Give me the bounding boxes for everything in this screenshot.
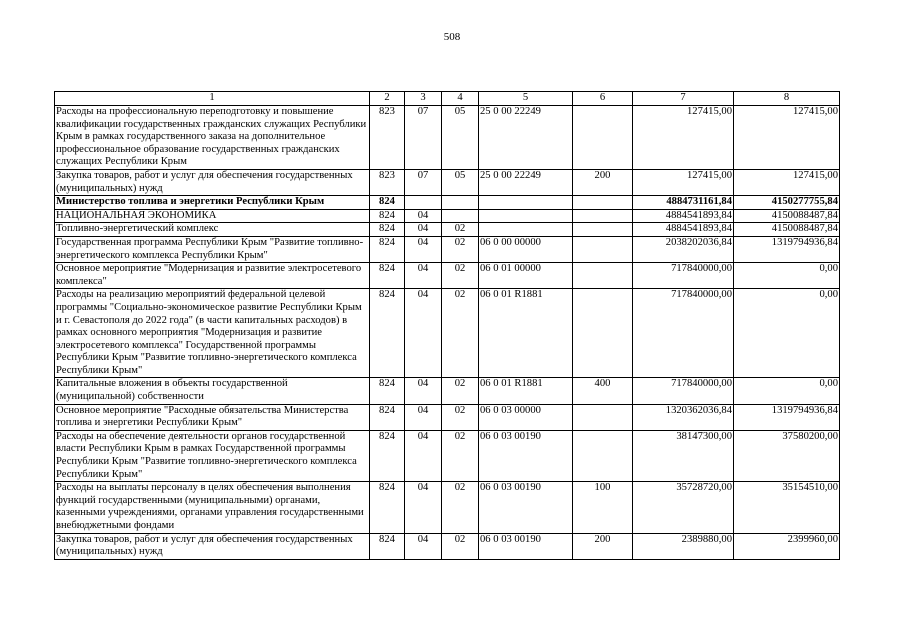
subsection-code-cell <box>442 209 479 223</box>
expense-type-cell <box>573 196 633 210</box>
table-row <box>55 430 840 481</box>
expense-type-cell <box>573 430 633 481</box>
target-code-cell: 06 0 03 00190 <box>479 482 573 533</box>
target-code-cell: 06 0 03 00190 <box>479 430 573 481</box>
row-name-cell: Расходы на обеспечение деятельности органов государственной власти Республики Крым в рамках Государственной программы Республики Крым "Развитие топливно-энергетического комплекса Республики Крым" <box>55 430 370 481</box>
ministry-code-cell: 824 <box>370 533 405 559</box>
row-name-cell: Расходы на выплаты персоналу в целях обеспечения выполнения функций государственными (муниципальными) органами, казенными учреждениями, органами управления государственными внебюджетными фондами <box>55 482 370 533</box>
table-row <box>55 196 840 210</box>
subsection-code-cell: 05 <box>442 169 479 195</box>
target-code-cell: 06 0 01 R1881 <box>479 289 573 378</box>
ministry-code-cell: 824 <box>370 404 405 430</box>
table-row <box>55 223 840 237</box>
subsection-code-cell: 02 <box>442 430 479 481</box>
amount-col8-cell: 0,00 <box>734 289 840 378</box>
expense-type-cell <box>573 289 633 378</box>
amount-col7-cell: 127415,00 <box>633 106 734 170</box>
section-code-cell: 04 <box>405 263 442 289</box>
table-row <box>55 378 840 404</box>
expense-type-cell: 200 <box>573 169 633 195</box>
header-cell: 4 <box>442 92 479 106</box>
target-code-cell: 06 0 03 00190 <box>479 533 573 559</box>
ministry-code-cell: 824 <box>370 263 405 289</box>
target-code-cell <box>479 209 573 223</box>
amount-col7-cell: 38147300,00 <box>633 430 734 481</box>
budget-table <box>54 91 840 560</box>
ministry-code-cell: 824 <box>370 223 405 237</box>
amount-col7-cell: 4884731161,84 <box>633 196 734 210</box>
expense-type-cell: 400 <box>573 378 633 404</box>
table-body <box>55 92 840 560</box>
header-cell: 1 <box>55 92 370 106</box>
section-code-cell: 04 <box>405 533 442 559</box>
target-code-cell: 25 0 00 22249 <box>479 106 573 170</box>
amount-col7-cell: 127415,00 <box>633 169 734 195</box>
header-cell: 6 <box>573 92 633 106</box>
ministry-code-cell: 824 <box>370 430 405 481</box>
table-row <box>55 289 840 378</box>
header-cell: 5 <box>479 92 573 106</box>
target-code-cell: 06 0 01 R1881 <box>479 378 573 404</box>
target-code-cell <box>479 196 573 210</box>
amount-col7-cell: 35728720,00 <box>633 482 734 533</box>
target-code-cell: 06 0 00 00000 <box>479 236 573 262</box>
table-row <box>55 263 840 289</box>
header-cell: 7 <box>633 92 734 106</box>
page-number: 508 <box>443 31 461 43</box>
amount-col8-cell: 2399960,00 <box>734 533 840 559</box>
expense-type-cell <box>573 223 633 237</box>
ministry-code-cell: 824 <box>370 236 405 262</box>
row-name-cell: Государственная программа Республики Крым "Развитие топливно-энергетического комплекса Республики Крым" <box>55 236 370 262</box>
amount-col8-cell: 1319794936,84 <box>734 236 840 262</box>
subsection-code-cell <box>442 196 479 210</box>
ministry-code-cell: 824 <box>370 289 405 378</box>
header-cell: 8 <box>734 92 840 106</box>
row-name-cell: Капитальные вложения в объекты государственной (муниципальной) собственности <box>55 378 370 404</box>
subsection-code-cell: 02 <box>442 236 479 262</box>
header-row <box>55 92 840 106</box>
section-code-cell <box>405 196 442 210</box>
ministry-code-cell: 824 <box>370 209 405 223</box>
ministry-code-cell: 824 <box>370 482 405 533</box>
amount-col8-cell: 0,00 <box>734 263 840 289</box>
section-code-cell: 04 <box>405 482 442 533</box>
row-name-cell: Топливно-энергетический комплекс <box>55 223 370 237</box>
expense-type-cell <box>573 404 633 430</box>
target-code-cell: 06 0 03 00000 <box>479 404 573 430</box>
amount-col7-cell: 717840000,00 <box>633 263 734 289</box>
expense-type-cell <box>573 263 633 289</box>
subsection-code-cell: 02 <box>442 482 479 533</box>
expense-type-cell <box>573 106 633 170</box>
row-name-cell: Основное мероприятие "Модернизация и развитие электросетевого комплекса" <box>55 263 370 289</box>
amount-col8-cell: 4150277755,84 <box>734 196 840 210</box>
row-name-cell: НАЦИОНАЛЬНАЯ ЭКОНОМИКА <box>55 209 370 223</box>
subsection-code-cell: 05 <box>442 106 479 170</box>
table-row <box>55 236 840 262</box>
table-row <box>55 106 840 170</box>
header-cell: 2 <box>370 92 405 106</box>
subsection-code-cell: 02 <box>442 378 479 404</box>
amount-col8-cell: 0,00 <box>734 378 840 404</box>
amount-col8-cell: 4150088487,84 <box>734 209 840 223</box>
table-row <box>55 169 840 195</box>
ministry-code-cell: 823 <box>370 106 405 170</box>
row-name-cell: Расходы на профессиональную переподготовку и повышение квалификации государственных гражданских служащих Республики Крым в рамках государственного заказа на дополнительное профессиональное образование государственных гражданских служащих Республики Крым <box>55 106 370 170</box>
amount-col7-cell: 717840000,00 <box>633 289 734 378</box>
section-code-cell: 04 <box>405 209 442 223</box>
amount-col7-cell: 1320362036,84 <box>633 404 734 430</box>
subsection-code-cell: 02 <box>442 533 479 559</box>
row-name-cell: Основное мероприятие "Расходные обязательства Министерства топлива и энергетики Республики Крым" <box>55 404 370 430</box>
table-row <box>55 533 840 559</box>
amount-col7-cell: 4884541893,84 <box>633 209 734 223</box>
section-code-cell: 04 <box>405 223 442 237</box>
amount-col8-cell: 127415,00 <box>734 106 840 170</box>
amount-col8-cell: 1319794936,84 <box>734 404 840 430</box>
subsection-code-cell: 02 <box>442 263 479 289</box>
section-code-cell: 04 <box>405 289 442 378</box>
row-name-cell: Министерство топлива и энергетики Республики Крым <box>55 196 370 210</box>
section-code-cell: 07 <box>405 169 442 195</box>
ministry-code-cell: 824 <box>370 196 405 210</box>
subsection-code-cell: 02 <box>442 223 479 237</box>
expense-type-cell: 200 <box>573 533 633 559</box>
amount-col8-cell: 4150088487,84 <box>734 223 840 237</box>
table-row <box>55 209 840 223</box>
expense-type-cell <box>573 209 633 223</box>
target-code-cell <box>479 223 573 237</box>
expense-type-cell <box>573 236 633 262</box>
amount-col7-cell: 2389880,00 <box>633 533 734 559</box>
row-name-cell: Закупка товаров, работ и услуг для обеспечения государственных (муниципальных) нужд <box>55 533 370 559</box>
section-code-cell: 04 <box>405 404 442 430</box>
section-code-cell: 04 <box>405 236 442 262</box>
ministry-code-cell: 824 <box>370 378 405 404</box>
subsection-code-cell: 02 <box>442 404 479 430</box>
section-code-cell: 04 <box>405 378 442 404</box>
row-name-cell: Закупка товаров, работ и услуг для обеспечения государственных (муниципальных) нужд <box>55 169 370 195</box>
amount-col7-cell: 2038202036,84 <box>633 236 734 262</box>
table-row <box>55 404 840 430</box>
row-name-cell: Расходы на реализацию мероприятий федеральной целевой программы "Социально-экономическое развитие Республики Крым и г. Севастополя до 2022 года" (в части капитальных расходов) в рамках основного мероприятия "Модернизация и развитие электросетевого комплекса" Государственной программы Республики Крым "Развитие топливно-энергетического комплекса Республики Крым" <box>55 289 370 378</box>
target-code-cell: 25 0 00 22249 <box>479 169 573 195</box>
amount-col7-cell: 4884541893,84 <box>633 223 734 237</box>
amount-col8-cell: 127415,00 <box>734 169 840 195</box>
section-code-cell: 04 <box>405 430 442 481</box>
amount-col8-cell: 37580200,00 <box>734 430 840 481</box>
amount-col8-cell: 35154510,00 <box>734 482 840 533</box>
target-code-cell: 06 0 01 00000 <box>479 263 573 289</box>
table-row <box>55 482 840 533</box>
expense-type-cell: 100 <box>573 482 633 533</box>
amount-col7-cell: 717840000,00 <box>633 378 734 404</box>
subsection-code-cell: 02 <box>442 289 479 378</box>
ministry-code-cell: 823 <box>370 169 405 195</box>
header-cell: 3 <box>405 92 442 106</box>
section-code-cell: 07 <box>405 106 442 170</box>
